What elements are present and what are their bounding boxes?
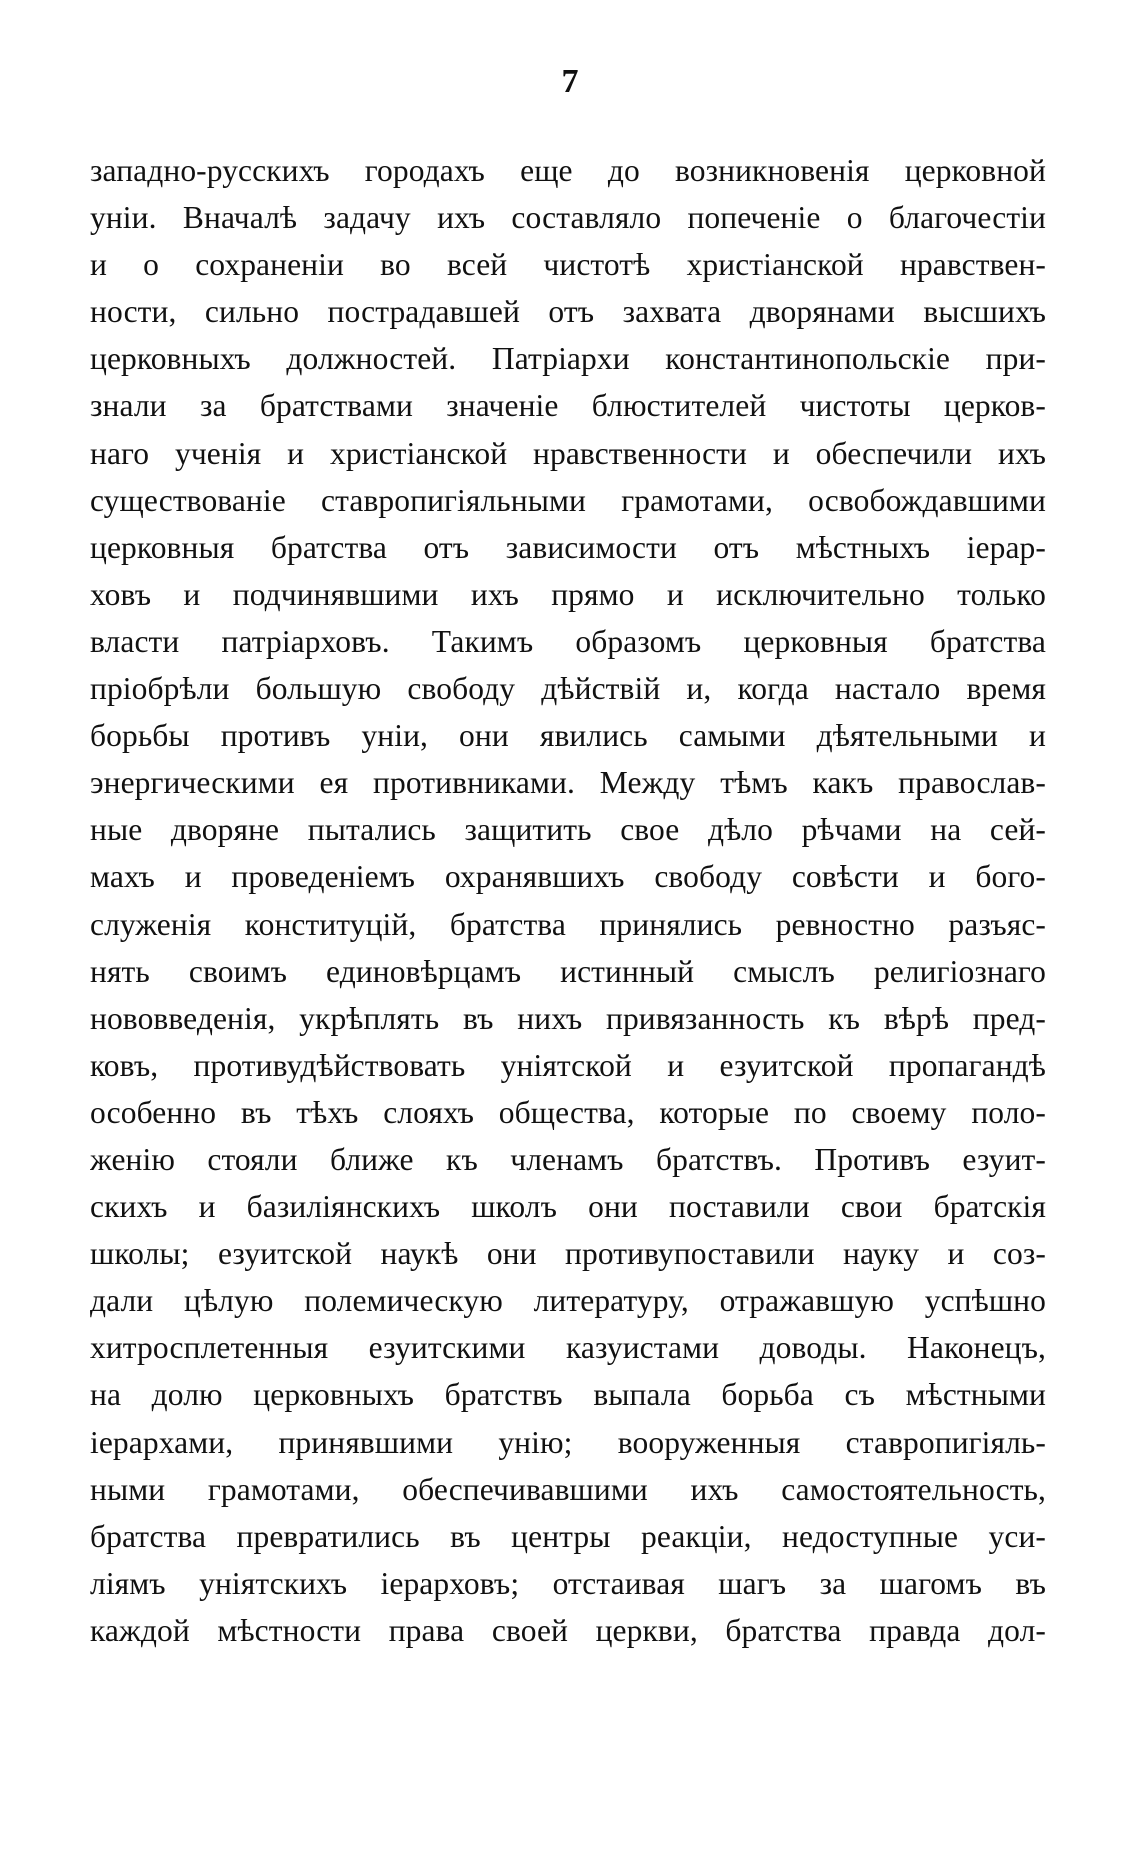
text-line: ности, сильно пострадавшей отъ захвата дворянами высшихъ	[90, 294, 1046, 330]
text-line: церковныя братства отъ зависимости отъ мѣстныхъ іерар-	[90, 529, 1046, 565]
text-line: хитросплетенныя езуитскими казуистами доводы. Наконецъ,	[90, 1330, 1046, 1366]
text-line: пріобрѣли большую свободу дѣйствій и, когда настало время	[90, 671, 1046, 707]
text-line: уніи. Вначалѣ задачу ихъ составляло попеченіе о благочестіи	[90, 200, 1046, 236]
text-line: махъ и проведеніемъ охранявшихъ свободу совѣсти и бого-	[90, 859, 1046, 895]
text-line: женію стояли ближе къ членамъ братствъ. Противъ езуит-	[90, 1141, 1046, 1177]
text-line: существованіе ставропигіяльными грамотами, освобождавшими	[90, 482, 1046, 518]
text-line: на долю церковныхъ братствъ выпала борьба съ мѣстными	[90, 1377, 1046, 1413]
text-line: нововведенія, укрѣплять въ нихъ привязанность къ вѣрѣ пред-	[90, 1000, 1046, 1036]
text-line: знали за братствами значеніе блюстителей чистоты церков-	[90, 388, 1046, 424]
text-line: и о сохраненіи во всей чистотѣ христіанской нравствен-	[90, 247, 1046, 283]
text-line: ховъ и подчинявшими ихъ прямо и исключительно только	[90, 576, 1046, 612]
text-line: скихъ и базиліянскихъ школъ они поставили свои братскія	[90, 1189, 1046, 1225]
text-line: ными грамотами, обеспечивавшими ихъ самостоятельность,	[90, 1471, 1046, 1507]
body-text	[90, 147, 1046, 1654]
text-line: дали цѣлую полемическую литературу, отражавшую успѣшно	[90, 1283, 1046, 1319]
text-line: власти патріарховъ. Такимъ образомъ церковныя братства	[90, 623, 1046, 659]
text-line: ные дворяне пытались защитить свое дѣло рѣчами на сей-	[90, 812, 1046, 848]
text-line: нять своимъ единовѣрцамъ истинный смыслъ религіознаго	[90, 953, 1046, 989]
text-line: служенія конституцій, братства принялись ревностно разъяс-	[90, 906, 1046, 942]
page-number: 7	[561, 63, 579, 100]
text-line: іерархами, принявшими унію; вооруженныя ставропигіяль-	[90, 1424, 1046, 1460]
text-line: церковныхъ должностей. Патріархи константинопольскіе при-	[90, 341, 1046, 377]
text-line: школы; езуитской наукѣ они противупоставили науку и соз-	[90, 1236, 1046, 1272]
text-line: ліямъ уніятскихъ іерарховъ; отстаивая шагъ за шагомъ въ	[90, 1565, 1046, 1601]
text-line: борьбы противъ уніи, они явились самыми дѣятельными и	[90, 718, 1046, 754]
text-line: энергическими ея противниками. Между тѣмъ какъ православ-	[90, 765, 1046, 801]
text-line: западно-русскихъ городахъ еще до возникновенія церковной	[90, 153, 1046, 188]
text-line: особенно въ тѣхъ слояхъ общества, которые по своему поло-	[90, 1094, 1046, 1130]
text-line: братства превратились въ центры реакціи, недоступные уси-	[90, 1518, 1046, 1554]
text-line: ковъ, противудѣйствовать уніятской и езуитской пропагандѣ	[90, 1047, 1046, 1083]
text-line: наго ученія и христіанской нравственности и обеспечили ихъ	[90, 435, 1046, 471]
text-line: каждой мѣстности права своей церкви, братства правда дол-	[90, 1612, 1046, 1648]
